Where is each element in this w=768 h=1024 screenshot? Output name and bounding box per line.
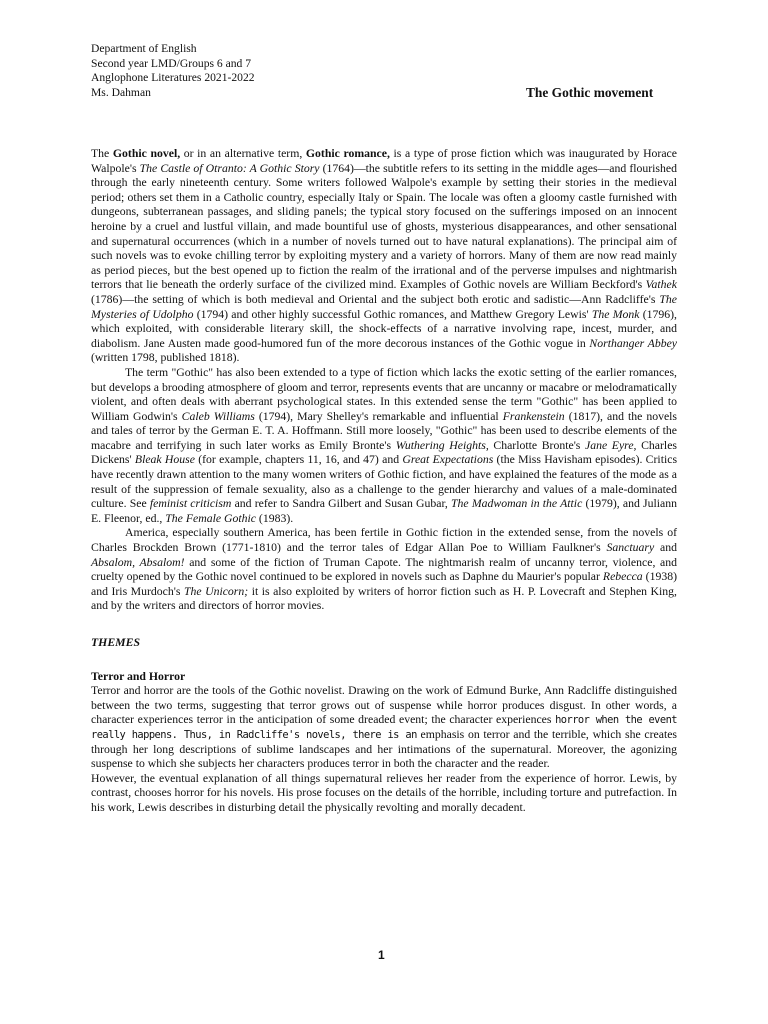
text-run: (1786)—the setting of which is both medieval and Oriental and the subject both erotic and sadistic—Ann Radcliffe's — [91, 292, 660, 306]
paragraph-lewis-horror — [91, 772, 677, 816]
italic-title: Sanctuary — [606, 541, 655, 555]
paragraph-american-gothic — [91, 526, 677, 614]
text-run: and — [654, 541, 677, 555]
text-run: is a type of prose fiction which was inaugurated by Horace Walpole's — [91, 147, 677, 175]
monospace-run: horror when the event really happens. Thus, in Radcliffe's novels, there is an — [91, 714, 677, 741]
text-run: (1794), Mary Shelley's remarkable and influential — [254, 409, 503, 423]
text-run: The term "Gothic" has also been extended to a type of fiction which lacks the exotic setting of the earlier romances, but develops a brooding atmosphere of gloom and terror, represents events that are uncanny or macabre or melodramatically violent, and often deals with aberrant psychological states. In this extended sense the term "Gothic" has been applied to William Godwin's — [91, 365, 677, 423]
document-title: The Gothic movement — [526, 85, 654, 100]
section-heading-themes: THEMES — [91, 636, 140, 649]
text-run: and refer to Sandra Gilbert and Susan Gubar, — [231, 497, 452, 511]
italic-title: The Madwoman in the Attic — [451, 497, 583, 511]
italic-title: Wuthering Heights, — [395, 438, 489, 452]
text-run: The — [91, 147, 113, 160]
text-run: emphasis on terror and the terrible, which she creates through her long descriptions of sublime landscapes and her intimations of the supernatural. Moreover, the agonizing suspense to which she subjects her characters produces terror in both the character and the reader. — [91, 727, 677, 771]
text-run: (1983). — [255, 511, 294, 525]
year-groups-line: Second year LMD/Groups 6 and 7 — [91, 56, 252, 70]
text-run: (for example, chapters 11, 16, and 47) and — [194, 453, 403, 467]
paragraph-gothic-novel — [91, 147, 677, 366]
text-run: (1979), and Juliann E. Fleenor, ed., — [91, 497, 677, 525]
department-line: Department of English — [91, 42, 197, 55]
text-run: However, the eventual explanation of all things supernatural relieves her reader from the experience of horror. Lewis, by contrast, chooses horror for his novels. His prose focuses on the details of the horrible, including torture and putrefaction. In his work, Lewis describes in disturbing detail the physically revolting and morally decadent. — [91, 771, 677, 814]
course-line: Anglophone Literatures 2021-2022 — [91, 71, 255, 85]
course-header — [91, 42, 255, 100]
text-run: America, especially southern America, has been fertile in Gothic fiction in the extended sense, from the novels of Charles Brockden Brown (1771-1810) and the terror tales of Edgar Allan Poe to William Faulkner's — [91, 526, 677, 555]
italic-title: Northanger Abbey — [589, 336, 678, 350]
page-number: 1 — [378, 948, 385, 962]
subheading-terror-horror: Terror and Horror — [91, 669, 186, 683]
text-run: (the Miss Havisham episodes). Critics have recently drawn attention to the many women writers of Gothic fiction, and have explained the features of the mode as a result of the suppression of female sexuality, also as a challenge to the gender hierarchy and values of a male-dominated culture. See — [91, 453, 678, 511]
text-run: and some of the fiction of Truman Capote. The nightmarish realm of uncanny terror, violence, and cruelty opened by the Gothic novel continued to be explored in novels such as Daphne du Maurier's popular — [91, 555, 677, 584]
italic-title: The Unicorn; — [183, 584, 249, 598]
italic-title: Frankenstein — [502, 409, 565, 423]
text-run: Terror and horror are the tools of the Gothic novelist. Drawing on the work of Edmund Burke, Ann Radcliffe distinguished between the two terms, suggesting that terror grows out of suspense while horror produces disgust. In other words, a character experiences terror in the anticipation of some dreaded event; the character experiences — [91, 684, 677, 727]
italic-title: Jane Eyre, — [585, 438, 637, 452]
italic-title: Rebecca — [602, 570, 643, 584]
text-run: or in an alternative term, — [180, 147, 306, 160]
italic-title: Caleb Williams — [181, 409, 255, 423]
italic-title: The Castle of Otranto: A Gothic Story — [139, 161, 320, 175]
text-run: (1796), which exploited, with considerable literary skill, the shock-effects of a narrative involving rape, incest, murder, and diabolism. Jane Austen made good-humored fun of the more decorous instances of the Gothic vogue in — [91, 307, 677, 350]
text-run: (1817), and the novels and tales of terror by the German E. T. A. Hoffmann. Still more loosely, "Gothic" has been used to describe elements of the macabre and terrifying in such later works as Emily Bronte's — [91, 409, 678, 452]
paragraph-terror-horror — [91, 684, 677, 772]
paragraph-gothic-term — [91, 366, 677, 527]
text-run: (1764)—the subtitle refers to its setting in the middle ages—and flourished through the early nineteenth century. Some writers followed Walpole's example by setting their stories in the medieval period; others set them in a Catholic country, especially Italy or Spain. The locale was often a gloomy castle furnished with dungeons, subterranean passages, and sliding panels; the typical story focused on the sufferings imposed on an innocent heroine by a cruel and lustful villain, and made bountiful use of ghosts, mysterious disappearances, and other sensational and supernatural occurrences (which in a number of novels turned out to have natural explanations). The principal aim of such novels was to evoke chilling terror by exploiting mystery and a variety of horrors. Many of them are now read mainly as period pieces, but the best opened up to fiction the realm of the irrational and of the perverse impulses and nightmarish terrors that lie beneath the orderly surface of the civilized mind. Examples of Gothic novels are William Beckford's — [91, 161, 677, 292]
italic-title: The Female Gothic — [165, 511, 256, 525]
teacher-line: Ms. Dahman — [91, 85, 151, 99]
italic-title: feminist criticism — [149, 497, 232, 511]
italic-title: The Mysteries of Udolpho — [91, 292, 677, 321]
text-run: (1938) and Iris Murdoch's — [91, 570, 677, 598]
bold-term: Gothic romance, — [305, 147, 390, 160]
document-body — [91, 147, 677, 816]
italic-title: Bleak House — [134, 453, 195, 467]
text-run: Charles Dickens' — [91, 438, 677, 467]
italic-title: The Monk — [591, 307, 640, 321]
text-run: Charlotte Bronte's — [488, 438, 585, 452]
italic-title: Vathek — [645, 278, 677, 292]
text-run: (written 1798, published 1818). — [91, 351, 240, 365]
text-run: it is also exploited by writers of horror fiction such as H. P. Lovecraft and Stephen King, and by the writers and directors of horror movies. — [91, 584, 677, 613]
italic-title: Great Expectations — [402, 453, 494, 467]
text-run: (1794) and other highly successful Gothic romances, and Matthew Gregory Lewis' — [193, 307, 592, 321]
italic-title: Absalom, Absalom! — [91, 555, 185, 569]
bold-term: Gothic novel, — [112, 147, 181, 160]
